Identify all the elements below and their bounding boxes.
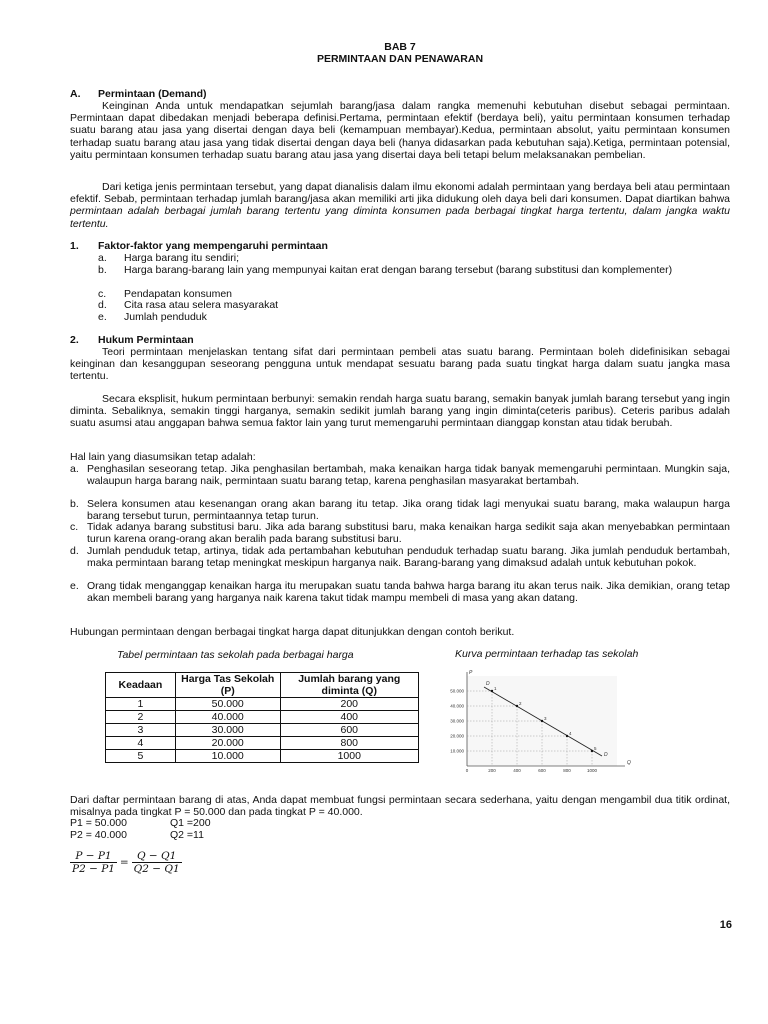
section-a-heading: Permintaan (Demand) xyxy=(98,88,207,100)
chapter-title: PERMINTAAN DAN PENAWARAN xyxy=(316,53,484,65)
factor-item: c. Pendapatan konsumen xyxy=(98,288,232,300)
x-tick-label: 400 xyxy=(513,768,521,773)
assumption-item: c. Tidak adanya barang substitusi baru. Jika ada barang substitusi baru, maka kenaikan harga sedikit saja akan menyebabkan permintaan turun karena orang-orang akan beralih pada barang substitusi baru. xyxy=(70,521,730,546)
table-row xyxy=(106,750,419,763)
factor-item: d. Cita rasa atau selera masyarakat xyxy=(98,299,279,311)
formula-equals: = xyxy=(119,856,129,869)
x-tick-label: 200 xyxy=(488,768,496,773)
factor-item: b. Harga barang-barang lain yang mempunyai kaitan erat dengan barang tersebut (barang substitusi dan komplementer) xyxy=(98,264,673,276)
document-page xyxy=(70,0,730,1024)
table-cell: 4 xyxy=(106,737,176,750)
y-tick-label: 40.000 xyxy=(450,703,464,709)
table-header-cell: Jumlah barang yang diminta (Q) xyxy=(280,673,418,698)
page-number: 16 xyxy=(719,919,732,931)
table-cell: 2 xyxy=(106,711,176,724)
table-row xyxy=(106,698,419,711)
table-cell: 3 xyxy=(106,724,176,737)
table-cell: 10.000 xyxy=(175,750,280,763)
point-label: 3 xyxy=(544,716,547,721)
table-cell: 800 xyxy=(280,737,418,750)
formula-left-fraction: $\frac{P - P1}{P2 - P1}$ xyxy=(72,850,115,876)
data-point xyxy=(591,750,593,752)
y-tick-label: 20.000 xyxy=(450,733,464,739)
section-a-paragraph-1: Keinginan Anda untuk mendapatkan sejumlah barang/jasa dalam rangka memenuhi kebutuhan disebut sebagai permintaan. Permintaan dapat dibedakan menjadi beberapa definisi.Pertama, permintaan efektif (berdaya beli), yaitu permintaan konsumen terhadap suatu barang atau jasa yang disertai dengan daya beli (kemampuan membayar).Kedua, permintaan absolut, yaitu permintaan konsumen terhadap suatu barang atau jasa yang tidak disertai dengan daya beli (hanya didasarkan pada kebutuhan saja).Ketiga, permintaan potensial, yaitu permintaan konsumen terhadap suatu barang atau jasa yang disertai daya beli tetapi belum melaksanakan pembelian. xyxy=(70,100,730,161)
factor-item: e. Jumlah penduduk xyxy=(98,311,207,323)
section-a-paragraph-2: Dari ketiga jenis permintaan tersebut, yang dapat dianalisis dalam ilmu ekonomi adalah permintaan yang berdaya beli atau permintaan efektif. Sebab, permintaan terhadap jumlah barang/jasa akan memiliki arti jika didukung oleh daya beli dari konsumen. Dapat diartikan bahwa permintaan adalah berbagai jumlah barang tertentu yang diminta konsumen pada berbagai tingkat harga tertentu, dalam jangka waktu tertentu. xyxy=(70,181,730,230)
section-2-heading: Hukum Permintaan xyxy=(98,334,194,346)
formula-right-fraction: $\frac{Q - Q1}{Q2 - Q1}$ xyxy=(133,850,180,876)
assumption-item: b. Selera konsumen atau kesenangan orang akan barang itu tetap. Jika orang tidak lagi menyukai suatu barang, maka walaupun harga barang tersebut turun, permintaannya tetap turun. xyxy=(70,498,730,523)
table-cell: 200 xyxy=(280,698,418,711)
table-cell: 50.000 xyxy=(175,698,280,711)
demand-curve-chart xyxy=(440,668,650,774)
x-tick-label: 1000 xyxy=(586,768,598,773)
x-axis-label: Q xyxy=(627,760,631,766)
table-cell: 5 xyxy=(106,750,176,763)
assumption-item: a. Penghasilan seseorang tetap. Jika penghasilan bertambah, maka kenaikan harga tidak banyak memengaruhi permintaan. Mungkin saja, walaupun harga barang naik, permintaan suatu barang tetap, karena penghasilan masyarakat bertambah. xyxy=(70,463,730,488)
table-cell: 40.000 xyxy=(175,711,280,724)
point-label: 2 xyxy=(519,701,522,706)
relation-text: Hubungan permintaan dengan berbagai tingkat harga dapat ditunjukkan dengan contoh berikut. xyxy=(70,626,515,638)
table-cell: 20.000 xyxy=(175,737,280,750)
demand-formula xyxy=(70,850,182,875)
table-header-cell: Harga Tas Sekolah (P) xyxy=(175,673,280,698)
demand-table xyxy=(105,672,419,763)
section-a-marker: A. xyxy=(70,88,81,100)
section-2-paragraph-1: Teori permintaan menjelaskan tentang sifat dari permintaan pembeli atas suatu barang. Permintaan boleh didefinisikan sebagai keinginan dan kesanggupan seseorang pengguna untuk mendapat sesuatu barang pada suatu tingkat harga dalam suatu jangka masa tertentu. xyxy=(70,346,730,383)
table-row xyxy=(106,724,419,737)
table-caption: Tabel permintaan tas sekolah pada berbagai harga xyxy=(117,649,354,661)
assumption-intro: Hal lain yang diasumsikan tetap adalah: xyxy=(70,451,256,463)
section-1-heading: Faktor-faktor yang mempengaruhi permintaan xyxy=(98,240,328,252)
y-tick-label: 10.000 xyxy=(450,748,464,754)
assumption-item: e. Orang tidak menganggap kenaikan harga itu merupakan suatu tanda bahwa harga barang itu akan terus naik. Jika demikian, orang tetap akan membeli barang yang harganya naik karena takut tidak mampu membeli di masa yang akan datang. xyxy=(70,580,730,605)
table-header-cell: Keadaan xyxy=(106,673,176,698)
table-row xyxy=(106,737,419,750)
function-paragraph: Dari daftar permintaan barang di atas, Anda dapat membuat fungsi permintaan secara sederhana, yaitu dengan mengambil dua titik ordinat, misalnya pada tingkat P = 50.000 dan pada tingkat P = 40.000. xyxy=(70,794,730,819)
table-header-row xyxy=(106,673,419,698)
factor-item: a. Harga barang itu sendiri; xyxy=(98,252,239,264)
section-1-marker: 1. xyxy=(70,240,79,252)
y-tick-label: 30.000 xyxy=(450,718,464,724)
q2-value: Q2 =11 xyxy=(170,829,204,841)
table-row xyxy=(106,711,419,724)
data-point xyxy=(541,720,543,722)
data-point xyxy=(516,705,518,707)
table-cell: 1000 xyxy=(280,750,418,763)
data-point xyxy=(566,735,568,737)
curve-label-start: D xyxy=(486,681,490,687)
y-axis-label: P xyxy=(469,670,473,676)
x-tick-label: 600 xyxy=(538,768,546,773)
point-label: 5 xyxy=(594,746,597,751)
y-tick-label: 50.000 xyxy=(450,688,464,694)
chart-title: Kurva permintaan terhadap tas sekolah xyxy=(455,648,639,660)
table-cell: 30.000 xyxy=(175,724,280,737)
data-point xyxy=(491,690,493,692)
assumption-item: d. Jumlah penduduk tetap, artinya, tidak ada pertambahan kebutuhan penduduk terhadap suatu barang. Jika jumlah penduduk bertambah, maka permintaan barang tetap meningkat meskipun harganya naik. Barang-barang yang dimaksud adalah untuk kebutuhan pokok. xyxy=(70,545,730,570)
q1-value: Q1 =200 xyxy=(170,817,211,829)
p2-value: P2 = 40.000 xyxy=(70,829,127,841)
curve-label-end: D xyxy=(604,752,608,758)
point-label: 1 xyxy=(494,686,497,691)
x-tick-label: 0 xyxy=(465,768,469,773)
table-cell: 600 xyxy=(280,724,418,737)
point-label: 4 xyxy=(569,731,572,736)
chapter-label: BAB 7 xyxy=(384,41,416,53)
section-2-paragraph-2: Secara eksplisit, hukum permintaan berbunyi: semakin rendah harga suatu barang, semakin banyak jumlah barang tersebut yang ingin diminta. Sebaliknya, semakin tinggi harganya, semakin sedikit jumlah barang yang ingin diminta(ceteris paribus). Ceteris paribus adalah suatu asumsi atau anggapan bahwa semua faktor lain yang turut memengaruhi permintaan dianggap konstan atau tidak berubah. xyxy=(70,393,730,430)
p1-value: P1 = 50.000 xyxy=(70,817,127,829)
table-cell: 1 xyxy=(106,698,176,711)
x-tick-label: 800 xyxy=(563,768,571,773)
table-cell: 400 xyxy=(280,711,418,724)
section-2-marker: 2. xyxy=(70,334,79,346)
